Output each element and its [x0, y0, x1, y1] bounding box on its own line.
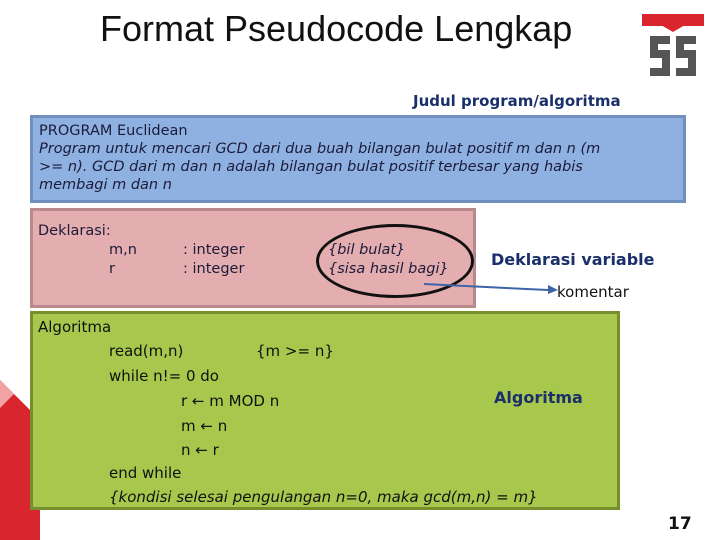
algo-read: read(m,n)	[109, 342, 184, 360]
algo-stmt-r: r ← m MOD n	[181, 392, 280, 410]
algo-read-comment: {m >= n}	[256, 342, 334, 360]
label-komentar: komentar	[557, 283, 629, 301]
page-title: Format Pseudocode Lengkap	[100, 8, 573, 49]
algo-stmt-m: m ← n	[181, 417, 228, 435]
label-algoritma: Algoritma	[494, 388, 583, 407]
algo-while-end: end while	[109, 464, 182, 482]
komentar-arrow-icon	[420, 275, 560, 295]
program-desc-line3: membagi m dan n	[39, 177, 172, 193]
decl-var-mn: m,n	[109, 242, 137, 258]
algo-while-start: while n!= 0 do	[109, 367, 219, 385]
label-deklarasi-variable: Deklarasi variable	[491, 250, 655, 269]
program-header: PROGRAM Euclidean	[39, 123, 188, 139]
program-desc-line1: Program untuk mencari GCD dari dua buah bilangan bulat positif m dan n (m	[39, 141, 601, 157]
label-judul: Judul program/algoritma	[413, 92, 621, 110]
declaration-header: Deklarasi:	[38, 223, 111, 239]
algorithm-header: Algoritma	[38, 318, 112, 336]
decl-comment-r: {sisa hasil bagi}	[328, 261, 449, 277]
ministry-logo-icon	[640, 12, 706, 80]
decl-var-r: r	[109, 261, 115, 277]
algo-stmt-n: n ← r	[181, 441, 219, 459]
page-number: 17	[668, 514, 692, 534]
algorithm-box	[30, 311, 620, 510]
decl-type-mn: : integer	[183, 242, 245, 258]
decl-type-r: : integer	[183, 261, 245, 277]
algo-final-comment: {kondisi selesai pengulangan n=0, maka gcd(m,n) = m}	[109, 488, 538, 506]
decl-comment-mn: {bil bulat}	[328, 242, 406, 258]
program-desc-line2: >= n). GCD dari m dan n adalah bilangan bulat positif terbesar yang habis	[39, 159, 583, 175]
program-box	[30, 115, 686, 203]
